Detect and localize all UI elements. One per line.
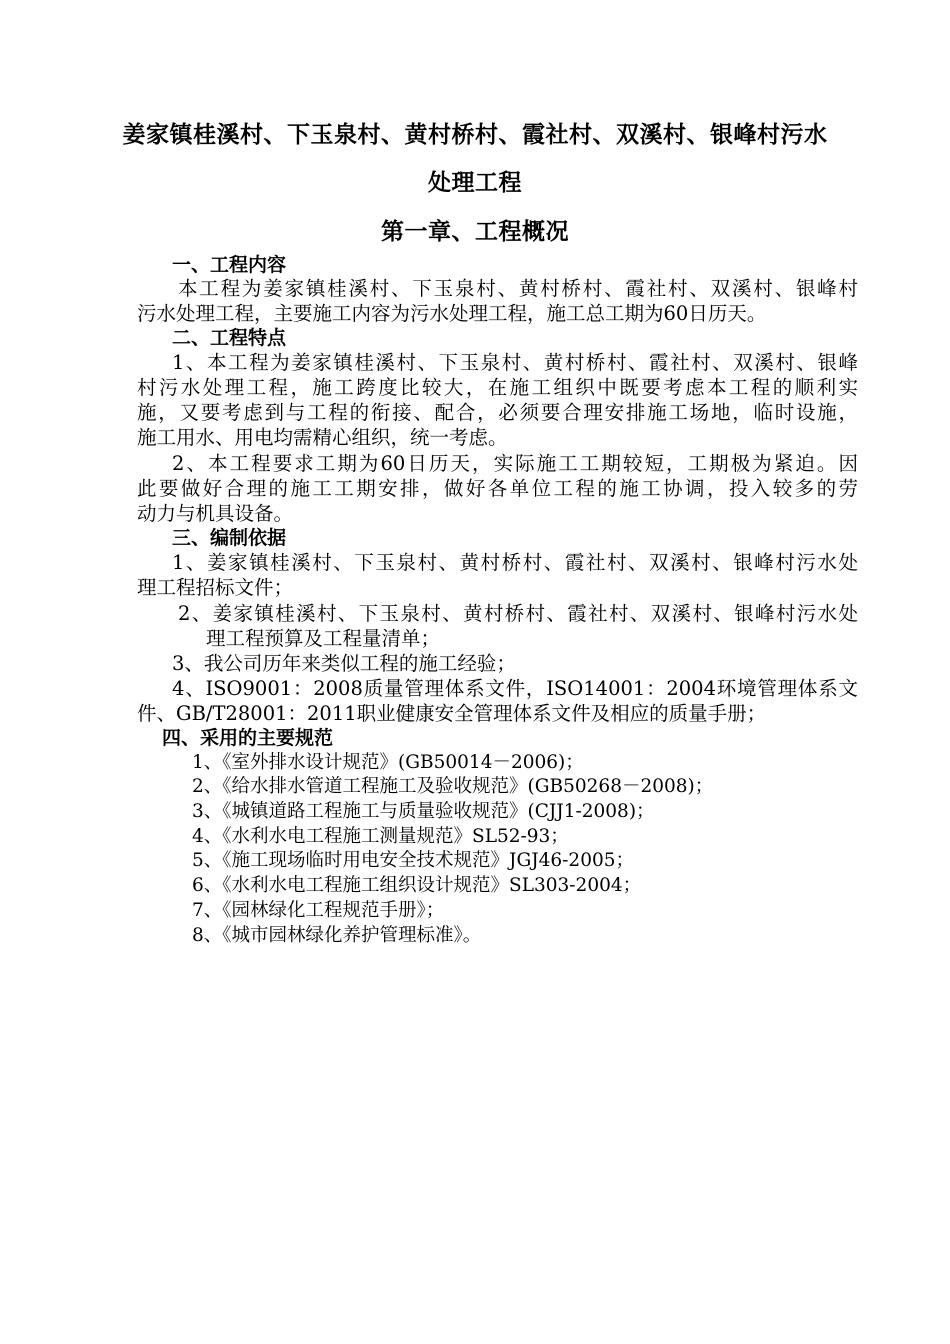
paragraph-line: 本工程为姜家镇桂溪村、下玉泉村、黄村桥村、霞社村、双溪村、银峰村 <box>178 277 858 300</box>
paragraph-line: 件、GB/T28001：2011职业健康安全管理体系文件及相应的质量手册； <box>137 702 767 725</box>
paragraph-line: 施，又要考虑到与工程的衔接、配合，必须要合理安排施工场地，临时设施， <box>137 401 858 424</box>
standard-list-item: 7、《园林绿化工程规范手册》； <box>192 900 445 921</box>
chapter-title: 第一章、工程概况 <box>381 219 569 245</box>
paragraph-line: 动力与机具设备。 <box>137 502 294 525</box>
paragraph-line: 此要做好合理的施工工期安排，做好各单位工程的施工协调，投入较多的劳 <box>137 477 858 500</box>
standard-list-item: 2、《给水排水管道工程施工及验收规范》(GB50268－2008)； <box>192 776 714 797</box>
standard-list-item: 1、《室外排水设计规范》(GB50014－2006)； <box>192 752 584 773</box>
standard-list-item: 6、《水利水电工程施工组织设计规范》SL303-2004； <box>192 875 642 896</box>
section-heading-1: 一、工程内容 <box>172 254 287 276</box>
paragraph-line: 2、姜家镇桂溪村、下玉泉村、黄村桥村、霞社村、双溪村、银峰村污水处 <box>178 602 858 625</box>
paragraph-line: 1、本工程为姜家镇桂溪村、下玉泉村、黄村桥村、霞社村、双溪村、银峰 <box>172 351 858 374</box>
standard-list-item: 8、《城市园林绿化养护管理标准》。 <box>192 925 482 946</box>
standard-list-item: 3、《城镇道路工程施工与质量验收规范》(CJJ1-2008)； <box>192 801 655 822</box>
section-heading-2: 二、工程特点 <box>172 327 287 349</box>
paragraph-line: 1、姜家镇桂溪村、下玉泉村、黄村桥村、霞社村、双溪村、银峰村污水处 <box>172 551 858 574</box>
paragraph-line: 4、ISO9001：2008质量管理体系文件，ISO14001：2004环境管理体系文 <box>172 677 858 700</box>
paragraph-line: 2、本工程要求工期为60日历天，实际施工工期较短，工期极为紧迫。因 <box>172 452 858 475</box>
document-title-line-1: 姜家镇桂溪村、下玉泉村、黄村桥村、霞社村、双溪村、银峰村污水 <box>122 122 828 148</box>
paragraph-line: 污水处理工程，主要施工内容为污水处理工程，施工总工期为60日历天。 <box>137 302 767 325</box>
standard-list-item: 4、《水利水电工程施工测量规范》SL52-93； <box>192 826 569 847</box>
paragraph-line: 理工程预算及工程量清单； <box>206 627 441 650</box>
section-heading-4: 四、采用的主要规范 <box>162 727 334 749</box>
paragraph-line: 村污水处理工程，施工跨度比较大，在施工组织中既要考虑本工程的顺利实 <box>137 376 858 399</box>
standard-list-item: 5、《施工现场临时用电安全技术规范》JGJ46-2005； <box>192 850 635 871</box>
document-title-line-2: 处理工程 <box>428 170 522 196</box>
paragraph-line: 施工用水、用电均需精心组织，统一考虑。 <box>137 426 508 449</box>
paragraph-line: 3、我公司历年来类似工程的施工经验； <box>172 652 516 675</box>
section-heading-3: 三、编制依据 <box>172 527 287 549</box>
paragraph-line: 理工程招标文件； <box>137 576 294 599</box>
